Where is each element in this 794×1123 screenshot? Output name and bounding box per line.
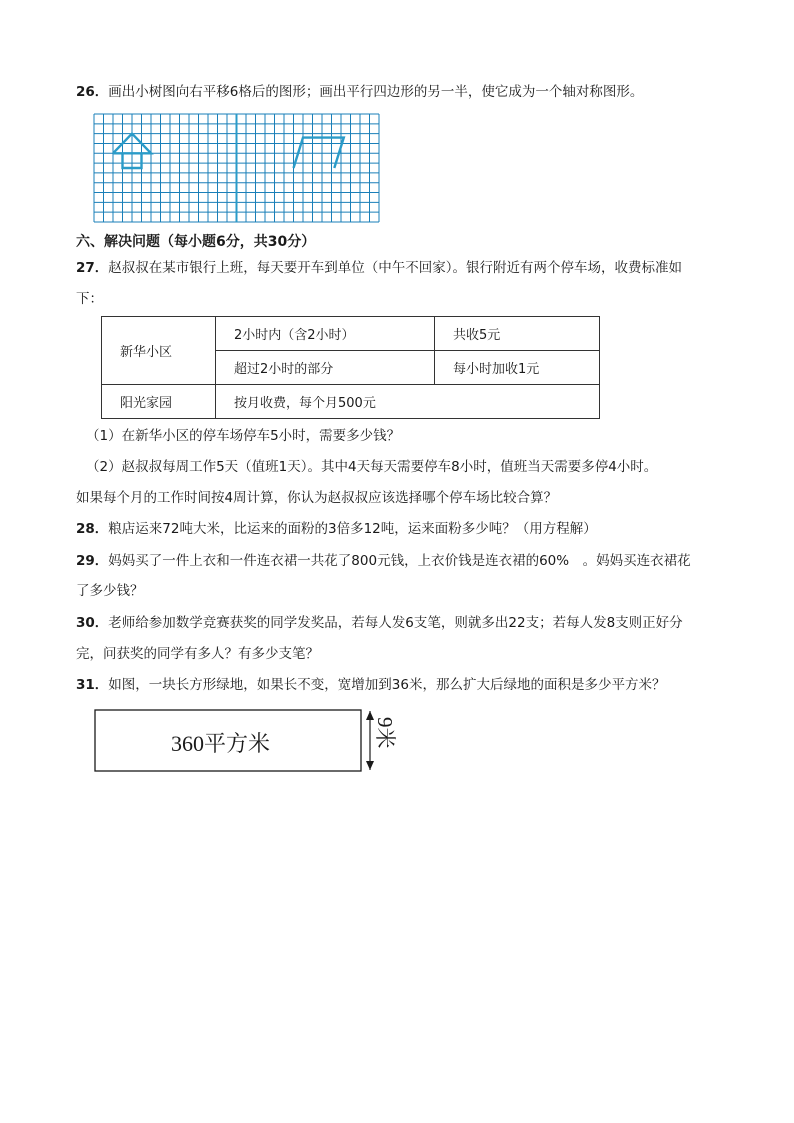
q29-number: 29．: [76, 553, 109, 569]
lot2-rule-cell: 按月收费，每个月500元: [216, 385, 600, 419]
q27-line2: 下：: [76, 291, 103, 307]
q27-line1: [76, 258, 682, 278]
q26-grid-figure: [93, 113, 380, 223]
q27-sub2-line1: （2）赵叔叔每周工作5天（值班1天）。其中4天每天需要停车8小时，值班当天需要多停4小时。: [86, 459, 658, 475]
lot2-name-cell: 阳光家园: [102, 385, 216, 419]
lot1-name-cell: 新华小区: [102, 317, 216, 385]
section-6-title: 六、解决问题（每小题6分，共30分）: [76, 234, 316, 250]
q29-text-line1: 妈妈买了一件上衣和一件连衣裙一共花了800元钱，上衣价钱是连衣裙的60% 。妈妈买连衣裙花: [108, 553, 691, 569]
q26-number: 26．: [76, 84, 109, 100]
q28-text: 粮店运来72吨大米，比运来的面粉的3倍多12吨，运来面粉多少吨？（用方程解）: [108, 521, 597, 537]
arrow-down-icon: [366, 761, 374, 770]
lot1-rule2-cell: 超过2小时的部分: [216, 351, 435, 385]
q31-rectangle-figure: [94, 709, 404, 773]
q31: [76, 675, 665, 695]
q30-text-line1: 老师给参加数学竞赛获奖的同学发奖品，若每人发6支笔，则就多出22支；若每人发8支则正好分: [108, 615, 683, 631]
lot1-rule1-cell: 2小时内（含2小时）: [216, 317, 435, 351]
q30-line1: [76, 613, 683, 633]
q27-sub1: （1）在新华小区的停车场停车5小时，需要多少钱？: [86, 428, 401, 444]
q26-text: 画出小树图向右平移6格后的图形；画出平行四边形的另一半，使它成为一个轴对称图形。: [108, 84, 644, 100]
lot1-fee2-cell: 每小时加收1元: [435, 351, 600, 385]
table-row: [102, 317, 600, 351]
q29-line2: 了多少钱？: [76, 583, 144, 599]
width-label: 9米: [373, 717, 397, 749]
q30-line2: 完，问获奖的同学有多人？有多少支笔？: [76, 646, 319, 662]
q31-text: 如图，一块长方形绿地，如果长不变，宽增加到36米，那么扩大后绿地的面积是多少平方米？: [108, 677, 666, 693]
table-row: [102, 385, 600, 419]
parking-fee-table: [101, 316, 600, 419]
q26: [76, 82, 643, 102]
area-label: 360平方米: [171, 731, 271, 756]
q29-line1: [76, 551, 691, 571]
grid-paper: [93, 113, 380, 223]
q28-number: 28．: [76, 521, 109, 537]
rectangle-diagram: [94, 709, 404, 773]
lot1-fee1-cell: 共收5元: [435, 317, 600, 351]
q30-number: 30．: [76, 615, 109, 631]
arrow-up-icon: [366, 711, 374, 720]
q27-sub2-line2: 如果每个月的工作时间按4周计算，你认为赵叔叔应该选择哪个停车场比较合算？: [76, 490, 558, 506]
q27-text-line1: 赵叔叔在某市银行上班，每天要开车到单位（中午不回家）。银行附近有两个停车场，收费标准如: [108, 260, 683, 276]
q27-number: 27．: [76, 260, 109, 276]
q28: [76, 519, 597, 539]
q31-number: 31．: [76, 677, 109, 693]
